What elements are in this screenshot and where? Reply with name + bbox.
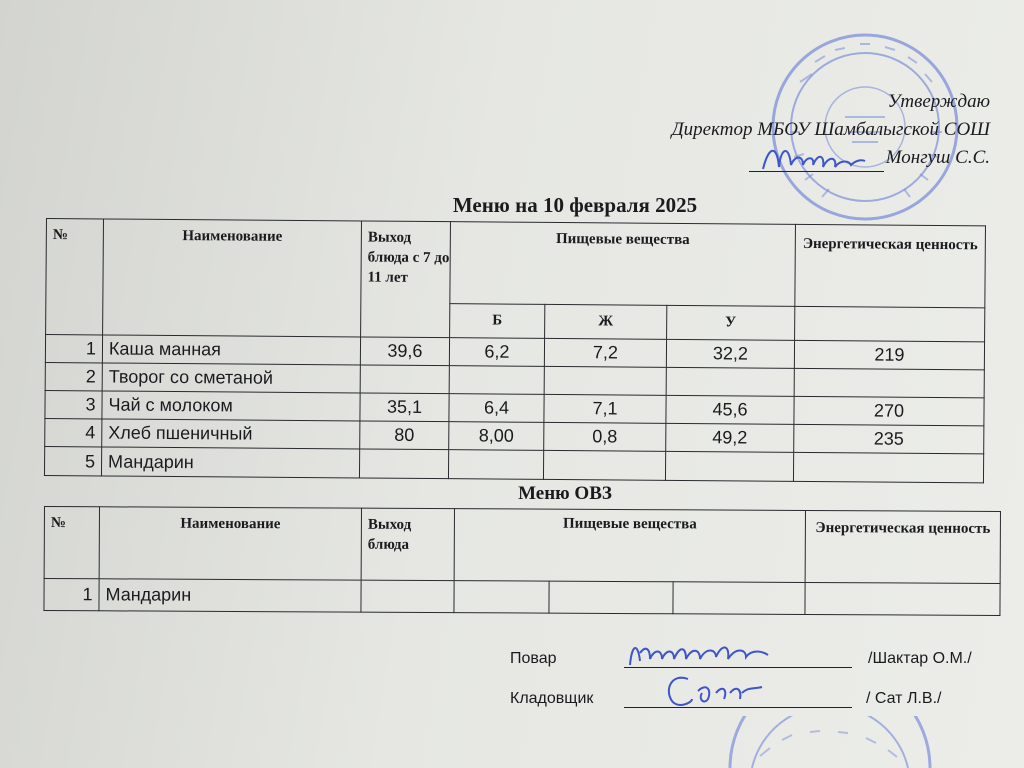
dish-yield — [361, 580, 454, 612]
fats-value: 7,1 — [544, 394, 666, 423]
table-header-row — [46, 219, 986, 308]
cook-signature — [624, 637, 774, 671]
proteins-value — [454, 581, 549, 613]
energy-value: 235 — [794, 424, 984, 453]
dish-yield — [359, 449, 448, 479]
dish-yield — [360, 365, 449, 394]
proteins-value: 6,2 — [449, 338, 544, 367]
dish-name: Творог со сметаной — [102, 363, 360, 393]
header-energy: Энергетическая ценность — [795, 224, 986, 307]
header2-name: Наименование — [99, 507, 361, 580]
row-number: 5 — [44, 446, 101, 475]
cook-row — [510, 650, 557, 668]
carbs-value: 49,2 — [666, 423, 794, 452]
fats-value: 7,2 — [544, 338, 666, 367]
table-row — [44, 446, 983, 482]
dish-name: Каша манная — [102, 335, 360, 365]
table2-header-row — [44, 507, 1000, 584]
energy-value: 219 — [794, 340, 984, 369]
director-name: Монгуш С.С. — [885, 147, 990, 168]
dish-yield: 35,1 — [360, 393, 449, 422]
header2-yield: Выход блюда — [361, 508, 454, 580]
carbs-value: 32,2 — [666, 339, 794, 368]
dish-name: Хлеб пшеничный — [102, 419, 360, 449]
fats-value — [543, 450, 665, 480]
fats-value: 0,8 — [544, 422, 666, 451]
storekeeper-signature — [658, 669, 768, 709]
table-row — [44, 579, 1000, 616]
header2-num: № — [44, 507, 99, 579]
carbs-value: 45,6 — [666, 395, 794, 424]
cook-name: /Шактар О.М./ — [868, 650, 972, 667]
proteins-value: 6,4 — [449, 394, 544, 423]
row-number: 4 — [45, 418, 102, 446]
row-number: 1 — [45, 335, 102, 363]
storekeeper-name: / Сат Л.В./ — [866, 690, 942, 707]
energy-value — [805, 582, 1000, 615]
header-name: Наименование — [103, 219, 362, 337]
dish-yield: 39,6 — [360, 337, 449, 366]
proteins-value — [448, 450, 543, 480]
storekeeper-row — [510, 690, 593, 708]
dish-name: Мандарин — [99, 579, 361, 612]
carbs-value — [673, 582, 805, 615]
header2-energy: Энергетическая ценность — [805, 510, 1000, 583]
header-carbs: У — [667, 305, 795, 340]
approval-signature-row — [672, 144, 990, 172]
approval-block — [672, 88, 990, 172]
storekeeper-label: Кладовщик — [510, 690, 594, 707]
header-yield: Выход блюда с 7 до 11 лет — [361, 221, 451, 338]
menu-title: Меню на 10 февраля 2025 — [452, 193, 698, 217]
carbs-value — [666, 367, 794, 396]
energy-value — [793, 452, 983, 482]
energy-value — [794, 368, 984, 397]
header2-nutrients: Пищевые вещества — [454, 509, 805, 583]
header-nutrients: Пищевые вещества — [450, 222, 796, 307]
row-number: 3 — [45, 390, 102, 418]
director-signature — [759, 141, 869, 175]
approval-heading: Утверждаю — [887, 91, 990, 112]
header-energy-sub — [795, 306, 985, 341]
school-stamp-bottom — [720, 716, 940, 768]
carbs-value — [665, 451, 793, 481]
cook-signature-line-area — [624, 645, 852, 669]
row-number: 1 — [44, 579, 99, 611]
director-signature-line — [749, 149, 884, 172]
fats-value — [544, 366, 666, 395]
header-fats: Ж — [545, 304, 667, 339]
energy-value: 270 — [794, 396, 984, 425]
row-number: 2 — [45, 362, 102, 390]
menu-ovz-title: Меню ОВЗ — [518, 483, 612, 504]
dish-name: Чай с молоком — [102, 391, 360, 421]
header-proteins: Б — [450, 304, 545, 339]
header-num: № — [46, 219, 104, 335]
approval-position: Директор МБОУ Шамбалыгской СОШ — [671, 119, 990, 140]
cook-label: Повар — [510, 650, 557, 667]
proteins-value — [449, 366, 544, 395]
menu-ovz-table — [43, 506, 1001, 616]
storekeeper-signature-line-area — [624, 685, 852, 709]
dish-name: Мандарин — [101, 447, 359, 478]
proteins-value: 8,00 — [449, 422, 544, 451]
dish-yield: 80 — [360, 421, 449, 450]
menu-table — [44, 218, 986, 483]
fats-value — [549, 581, 673, 614]
